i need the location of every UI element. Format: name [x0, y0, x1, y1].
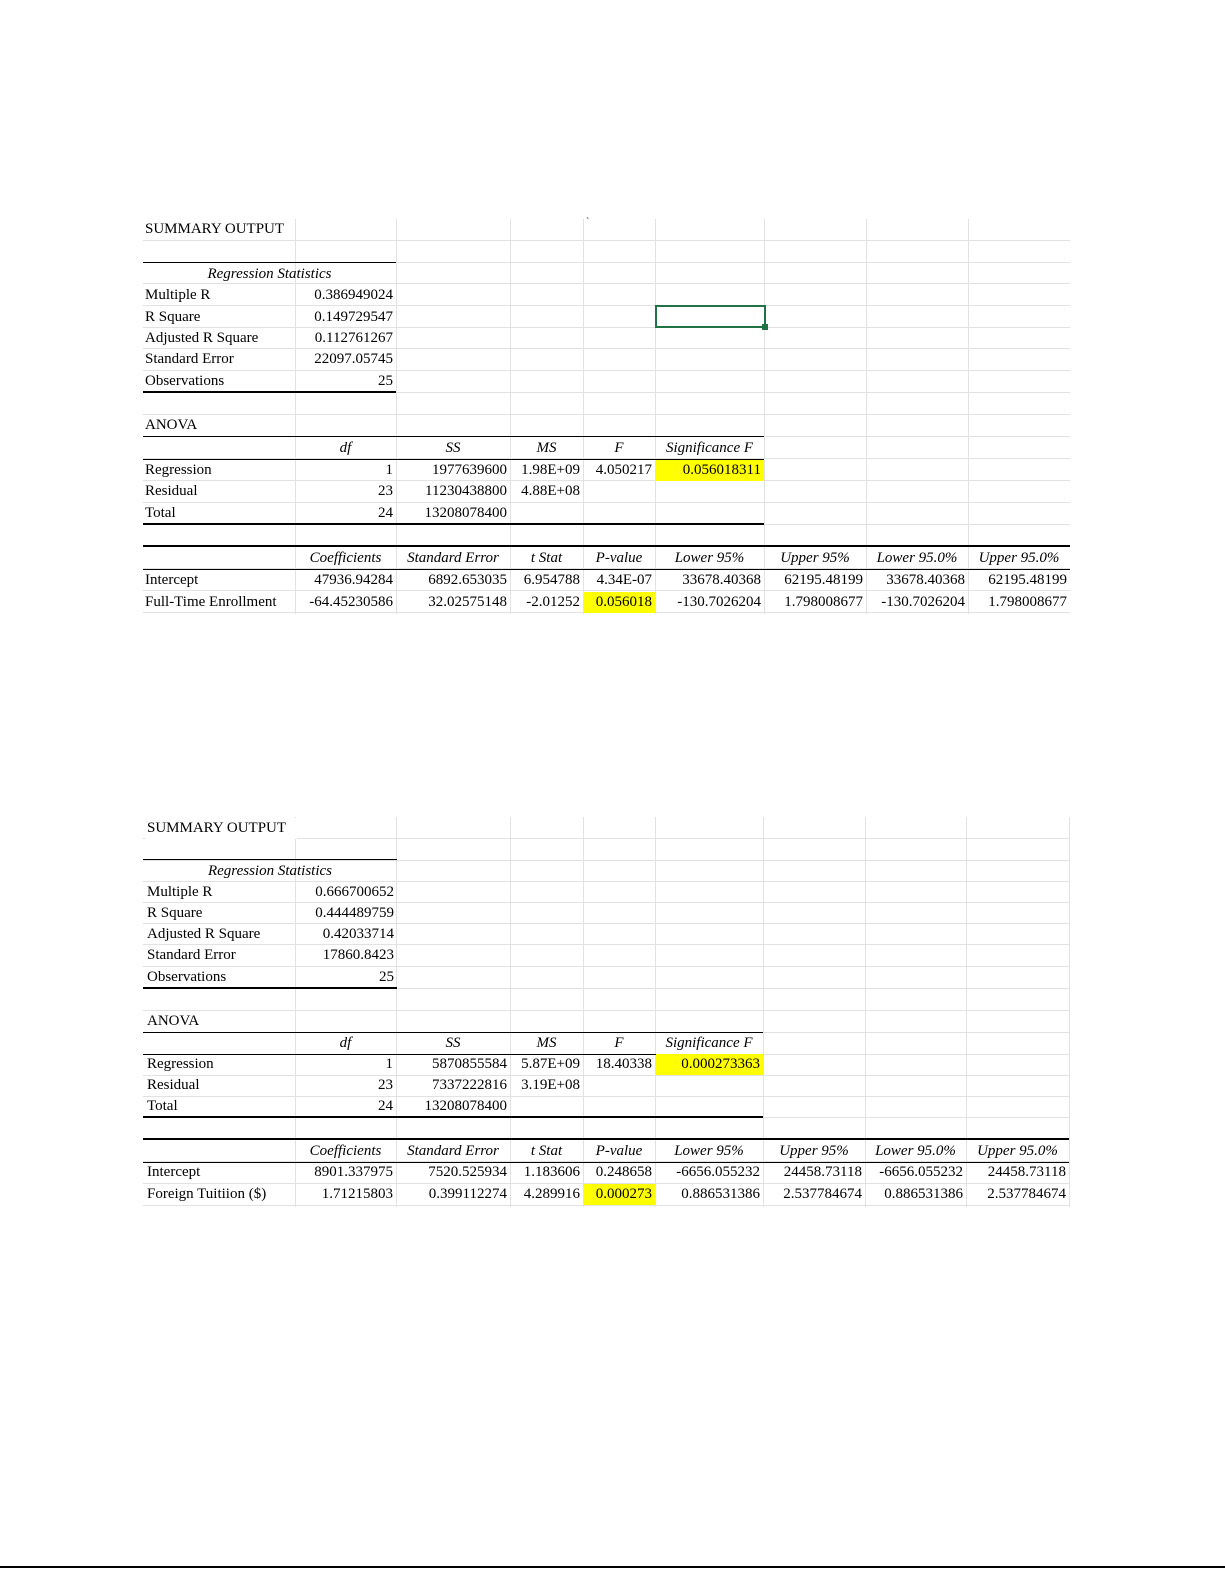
anova-f: 4.050217 — [595, 462, 652, 478]
anova-ms: 4.88E+08 — [521, 483, 580, 499]
anova-significance-f: 0.056018311 — [656, 460, 764, 481]
coef-row-label: Full-Time Enrollment — [145, 594, 277, 610]
stray-mark: ˋ — [586, 217, 590, 228]
anova-ss: 5870855584 — [432, 1056, 507, 1072]
coef-row-label: Foreign Tuitiion ($) — [147, 1186, 267, 1202]
stat-label: R Square — [147, 905, 203, 921]
coef-value: 24458.73118 — [987, 1164, 1066, 1180]
fill-handle[interactable] — [762, 324, 768, 330]
coef-value: -6656.055232 — [676, 1164, 760, 1180]
coef-value: 0.248658 — [595, 1164, 652, 1180]
coef-header: P-value — [595, 1143, 643, 1159]
coef-value: 0.399112274 — [428, 1186, 507, 1202]
stat-value: 25 — [378, 373, 393, 389]
coef-header: Upper 95% — [780, 550, 850, 566]
p-value-highlight: 0.056018 — [584, 592, 655, 613]
coef-value: -6656.055232 — [879, 1164, 963, 1180]
stat-value: 0.386949024 — [314, 287, 393, 303]
coef-value: 4.34E-07 — [596, 572, 652, 588]
coef-value: 47936.94284 — [314, 572, 393, 588]
anova-df: 1 — [385, 462, 393, 478]
coef-value: 6892.653035 — [428, 572, 507, 588]
coef-header: Upper 95.0% — [978, 550, 1060, 566]
anova-header-ss: SS — [445, 1035, 461, 1051]
coef-value: 0.886531386 — [884, 1186, 963, 1202]
coef-row-label: Intercept — [147, 1164, 201, 1180]
anova-ms: 5.87E+09 — [521, 1056, 580, 1072]
anova-ss: 7337222816 — [432, 1077, 507, 1093]
coef-header: P-value — [595, 550, 643, 566]
anova-header-df: df — [339, 1035, 352, 1051]
coef-header: Coefficients — [309, 1143, 382, 1159]
stat-label: Observations — [147, 969, 227, 985]
anova-header-significance-f: Significance F — [665, 1035, 753, 1051]
coef-value: 2.537784674 — [987, 1186, 1066, 1202]
stat-label: Observations — [145, 373, 225, 389]
coef-value: 62195.48199 — [988, 572, 1067, 588]
selected-cell[interactable] — [655, 305, 766, 328]
stat-value: 0.42033714 — [322, 926, 394, 942]
anova-ss: 13208078400 — [424, 505, 507, 521]
anova-title: ANOVA — [145, 417, 198, 433]
anova-row-label: Residual — [145, 483, 198, 499]
regression-statistics-heading: Regression Statistics — [207, 266, 332, 282]
anova-header-f: F — [614, 440, 624, 456]
anova-row-label: Regression — [147, 1056, 214, 1072]
stat-value: 0.666700652 — [315, 884, 394, 900]
coef-value: -130.7026204 — [677, 594, 761, 610]
coef-value: 1.71215803 — [321, 1186, 393, 1202]
stat-label: Multiple R — [147, 884, 213, 900]
anova-header-significance-f: Significance F — [665, 440, 754, 456]
coef-value: -2.01252 — [526, 594, 580, 610]
anova-header-ms: MS — [536, 1035, 557, 1051]
coef-value: 7520.525934 — [428, 1164, 507, 1180]
anova-row-label: Residual — [147, 1077, 200, 1093]
coef-value: 8901.337975 — [314, 1164, 393, 1180]
coef-header: Upper 95.0% — [977, 1143, 1058, 1159]
anova-ms: 1.98E+09 — [521, 462, 580, 478]
regression-statistics-heading: Regression Statistics — [207, 863, 333, 879]
anova-df: 24 — [378, 1098, 393, 1114]
anova-df: 24 — [378, 505, 393, 521]
coef-header: Lower 95% — [674, 1143, 744, 1159]
anova-df: 1 — [385, 1056, 393, 1072]
coef-header: Standard Error — [407, 550, 499, 566]
page-bottom-border — [0, 1566, 1225, 1568]
anova-header-ms: MS — [536, 440, 557, 456]
coef-header: Lower 95% — [674, 550, 745, 566]
anova-significance-f: 0.000273363 — [656, 1054, 763, 1075]
anova-header-ss: SS — [445, 440, 461, 456]
coef-value: 0.886531386 — [681, 1186, 760, 1202]
stat-value: 0.149729547 — [314, 309, 393, 325]
stat-value: 17860.8423 — [322, 947, 394, 963]
coef-value: -130.7026204 — [881, 594, 965, 610]
stat-label: Multiple R — [145, 287, 211, 303]
coef-value: 1.183606 — [523, 1164, 580, 1180]
anova-header-df: df — [339, 440, 352, 456]
summary-output-2 — [143, 817, 1070, 1207]
stat-label: Adjusted R Square — [145, 330, 259, 346]
coef-header: Lower 95.0% — [875, 1143, 956, 1159]
stat-value: 22097.05745 — [314, 351, 393, 367]
coef-value: -64.45230586 — [309, 594, 393, 610]
summary-title: SUMMARY OUTPUT — [143, 219, 295, 240]
anova-df: 23 — [378, 483, 393, 499]
anova-ss: 11230438800 — [425, 483, 507, 499]
stat-value: 0.444489759 — [315, 905, 394, 921]
anova-row-label: Total — [145, 505, 176, 521]
p-value-highlight: 0.000273 — [584, 1184, 655, 1205]
coef-header: Coefficients — [309, 550, 382, 566]
anova-header-f: F — [614, 1035, 624, 1051]
stat-label: Adjusted R Square — [147, 926, 261, 942]
coef-value: 1.798008677 — [988, 594, 1067, 610]
anova-f: 18.40338 — [595, 1056, 652, 1072]
stat-value: 0.112761267 — [314, 330, 393, 346]
coef-value: 6.954788 — [523, 572, 580, 588]
anova-ss: 13208078400 — [424, 1098, 507, 1114]
stat-label: Standard Error — [145, 351, 234, 367]
summary-title: SUMMARY OUTPUT — [145, 818, 297, 839]
coef-header: Lower 95.0% — [876, 550, 958, 566]
coef-header: Standard Error — [407, 1143, 499, 1159]
anova-ms: 3.19E+08 — [521, 1077, 580, 1093]
coef-row-label: Intercept — [145, 572, 199, 588]
stat-value: 25 — [379, 969, 394, 985]
coef-value: 4.289916 — [523, 1186, 580, 1202]
coef-value: 33678.40368 — [886, 572, 965, 588]
coef-value: 24458.73118 — [783, 1164, 862, 1180]
coef-header: t Stat — [530, 550, 563, 566]
summary-output-1 — [143, 219, 1070, 614]
coef-value: 33678.40368 — [682, 572, 761, 588]
anova-title: ANOVA — [147, 1013, 200, 1029]
coef-value: 1.798008677 — [784, 594, 863, 610]
coef-header: t Stat — [530, 1143, 563, 1159]
coef-value: 2.537784674 — [783, 1186, 862, 1202]
stat-label: Standard Error — [147, 947, 236, 963]
coef-value: 32.02575148 — [428, 594, 507, 610]
coef-value: 62195.48199 — [784, 572, 863, 588]
anova-ss: 1977639600 — [432, 462, 507, 478]
anova-df: 23 — [378, 1077, 393, 1093]
anova-row-label: Total — [147, 1098, 178, 1114]
stat-label: R Square — [145, 309, 201, 325]
coef-header: Upper 95% — [779, 1143, 849, 1159]
anova-row-label: Regression — [145, 462, 212, 478]
